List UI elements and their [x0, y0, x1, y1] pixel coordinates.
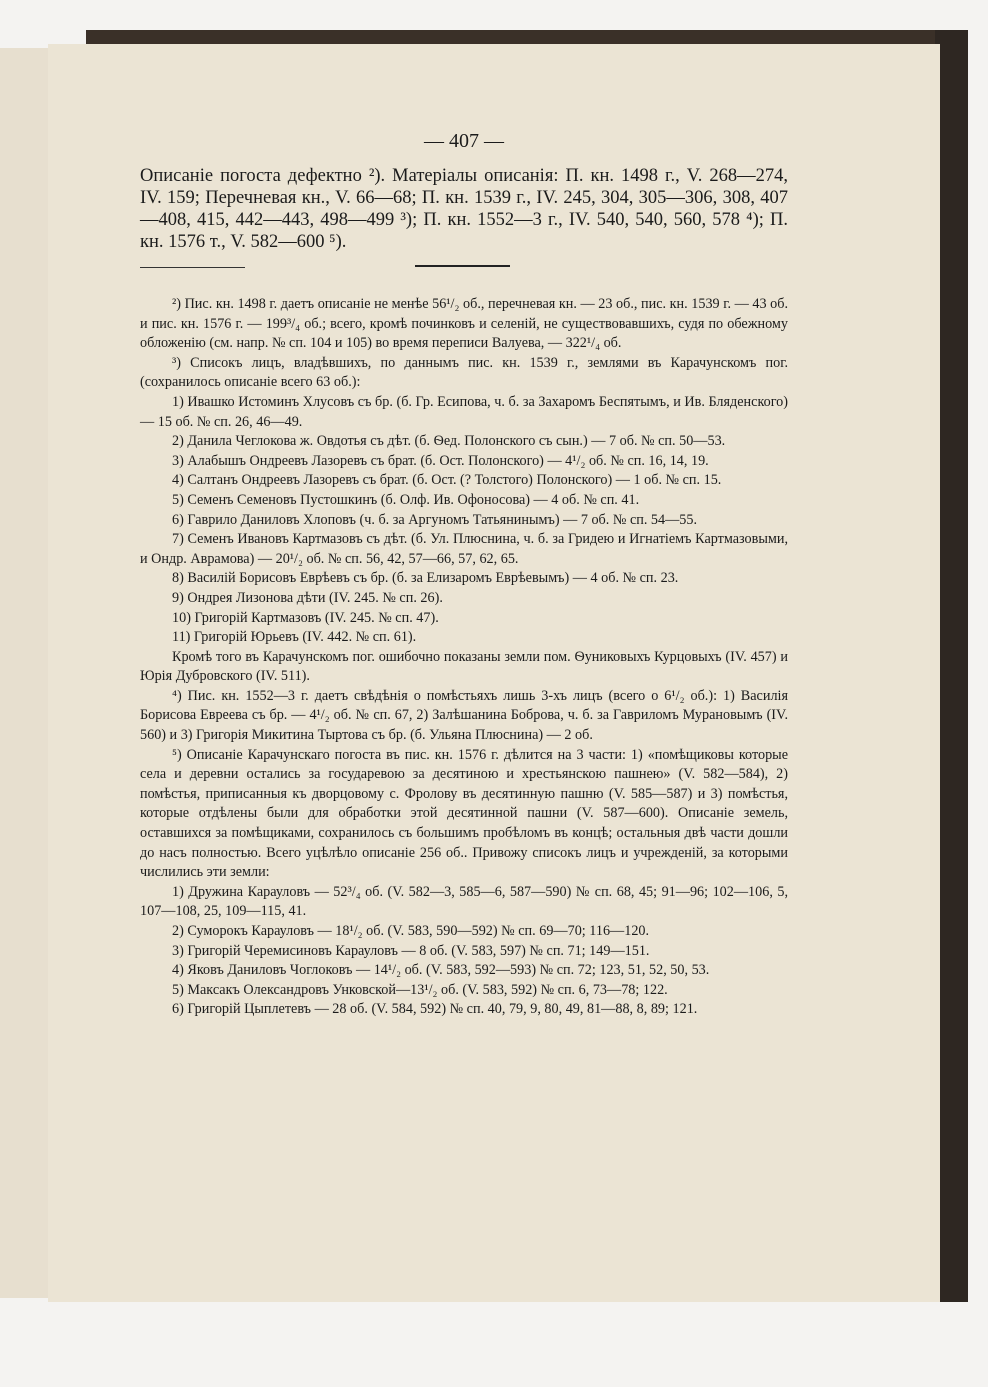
footnote-5: ⁵) Описаніе Карачунскаго погоста въ пис. кн. 1576 г. дѣлится на 3 части: 1) «помѣщиковы которые села и деревни остались за государевою за десятиною и хрестьянскою пашнею» (V. 582—584), 2) помѣстья, приписанныя къ дворцовому с. Фролову въ десятинную пашню (V. 585—587) и 3) помѣстья, которые отдѣлены были для обработки этой десятинной пашни (V. 587—600). Описаніе земель, оставшихся за помѣщиками, сохранилось съ большимъ пробѣломъ въ концѣ; остальныя двѣ части дошли до насъ полностью. Всего уцѣлѣло описаніе 256 об.. Привожу списокъ лицъ и учрежденій, за которыми числились эти земли:: [140, 746, 788, 881]
footnote-paragraph: Кромѣ того въ Карачунскомъ пог. ошибочно показаны земли пом. Ѳуниковыхъ Курцовыхъ (IV. 457) и Юрія Дубровского (IV. 511).: [140, 648, 788, 685]
page-text: [140, 130, 788, 1020]
footnote-3: ³) Списокъ лицъ, владѣвшихъ, по даннымъ пис. кн. 1539 г., землями въ Карачунскомъ пог. (сохранилось описаніе всего 63 об.):: [140, 354, 788, 391]
footnote-list-item: 4) Салтанъ Ондреевъ Лазоревъ съ брат. (б. Ост. (? Толстого) Полонского) — 1 об. № сп. 15.: [172, 472, 722, 489]
footnote-list-item: 3) Григорій Черемисиновъ Карауловъ — 8 об. (V. 583, 597) № сп. 71; 149—151.: [172, 942, 650, 959]
footnote-list-item: 4) Яковъ Даниловъ Чоглоковъ — 14¹/₂ об. (V. 583, 592—593) № сп. 72; 123, 51, 52, 50, 53.: [172, 962, 710, 979]
footnote-list-item: 3) Алабышъ Ондреевъ Лазоревъ съ брат. (б. Ост. Полонского) — 4¹/₂ об. № сп. 16, 14, 19.: [172, 452, 709, 469]
footnote-list-item: 5) Семенъ Семеновъ Пустошкинъ (б. Олф. Ив. Офоносова) — 4 об. № сп. 41.: [172, 491, 640, 508]
footnote-list-item: 8) Василій Борисовъ Еврѣевъ съ бр. (б. за Елизаромъ Еврѣевымъ) — 4 об. № сп. 23.: [172, 570, 679, 587]
footnote-list-item: 2) Суморокъ Карауловъ — 18¹/₂ об. (V. 583, 590—592) № сп. 69—70; 116—120.: [172, 923, 650, 939]
center-rule: [415, 265, 510, 267]
footnote-list-item: 10) Григорій Картмазовъ (IV. 245. № сп. 47).: [172, 609, 439, 626]
facing-page-edge: [0, 48, 49, 1298]
separator: [140, 253, 788, 287]
footnote-list-item: 5) Максакъ Олександровъ Унковской—13¹/₂ об. (V. 583, 592) № сп. 6, 73—78; 122.: [172, 981, 668, 998]
footnote-list-item: 6) Григорій Цыплетевъ — 28 об. (V. 584, 592) № сп. 40, 79, 9, 80, 49, 81—88, 8, 89; 121.: [172, 1001, 698, 1018]
footnote-list-item: 6) Гаврило Даниловъ Хлоповъ (ч. б. за Аргуномъ Татьянинымъ) — 7 об. № сп. 54—55.: [172, 511, 698, 528]
footnote-list-item: 2) Данила Чеглокова ж. Овдотья съ дѣт. (б. Ѳед. Полонского съ сын.) — 7 об. № сп. 50—53.: [172, 433, 726, 450]
footnotes: [140, 295, 788, 1020]
footnote-2: ²) Пис. кн. 1498 г. даетъ описаніе не менѣе 56¹/₂ об., перечневая кн. — 23 об., пис. кн. 1539 г. — 43 об. и пис. кн. 1576 г. — 199³/₄ об.; всего, кромѣ починковъ и селеній, не существовавшихъ, судя по обежному обложенію (см. напр. № сп. 104 и 105) во время переписи Валуева, — 322¹/₄ об.: [140, 296, 788, 352]
page-number: — 407 —: [424, 130, 504, 152]
footnote-rule: [140, 267, 245, 268]
footnote-list-item: 7) Семенъ Ивановъ Картмазовъ съ дѣт. (б. Ул. Плюснина, ч. б. за Гридею и Игнатіемъ Картмазовыми, и Ондр. Аврамова) — 20¹/₂ об. № сп. 56, 42, 57—66, 57, 62, 65.: [140, 531, 788, 567]
footnote-list-item: 9) Ондрея Лизонова дѣти (IV. 245. № сп. 26).: [172, 589, 443, 606]
footnote-list-item: 1) Ивашко Истоминъ Хлусовъ съ бр. (б. Гр. Есипова, ч. б. за Захаромъ Беспятымъ, и Ив. Бляденского) — 15 об. № сп. 26, 46—49.: [140, 393, 788, 430]
footnote-list-item: 1) Дружина Карауловъ — 52³/₄ об. (V. 582—3, 585—6, 587—590) № сп. 68, 45; 91—96; 102—106, 5, 107—108, 25, 109—115, 41.: [140, 883, 788, 920]
footnote-4: ⁴) Пис. кн. 1552—3 г. даетъ свѣдѣнія о помѣстьяхъ лишь 3-хъ лицъ (всего о 6¹/₂ об.): 1) Василія Борисова Евреева съ бр. — 4¹/₂ об. № сп. 67, 2) Залѣшанина Боброва, ч. б. за Гавриломъ Мурановымъ (IV. 560) и 3) Григорія Микитина Тыртова съ бр. (б. Ульяна Плюснина) — 2 об.: [140, 687, 788, 744]
footnote-list-item: 11) Григорій Юрьевъ (IV. 442. № сп. 61).: [172, 629, 417, 646]
body-paragraph: Описаніе погоста дефектно ²). Матеріалы описанія: П. кн. 1498 г., V. 268—274, IV. 159; Перечневая кн., V. 66—68; П. кн. 1539 г., IV. 245, 304, 305—306, 308, 407—408, 415, 442—443, 498—499 ³); П. кн. 1552—3 г., IV. 540, 540, 560, 578 ⁴); П. кн. 1576 т., V. 582—600 ⁵).: [140, 166, 788, 252]
